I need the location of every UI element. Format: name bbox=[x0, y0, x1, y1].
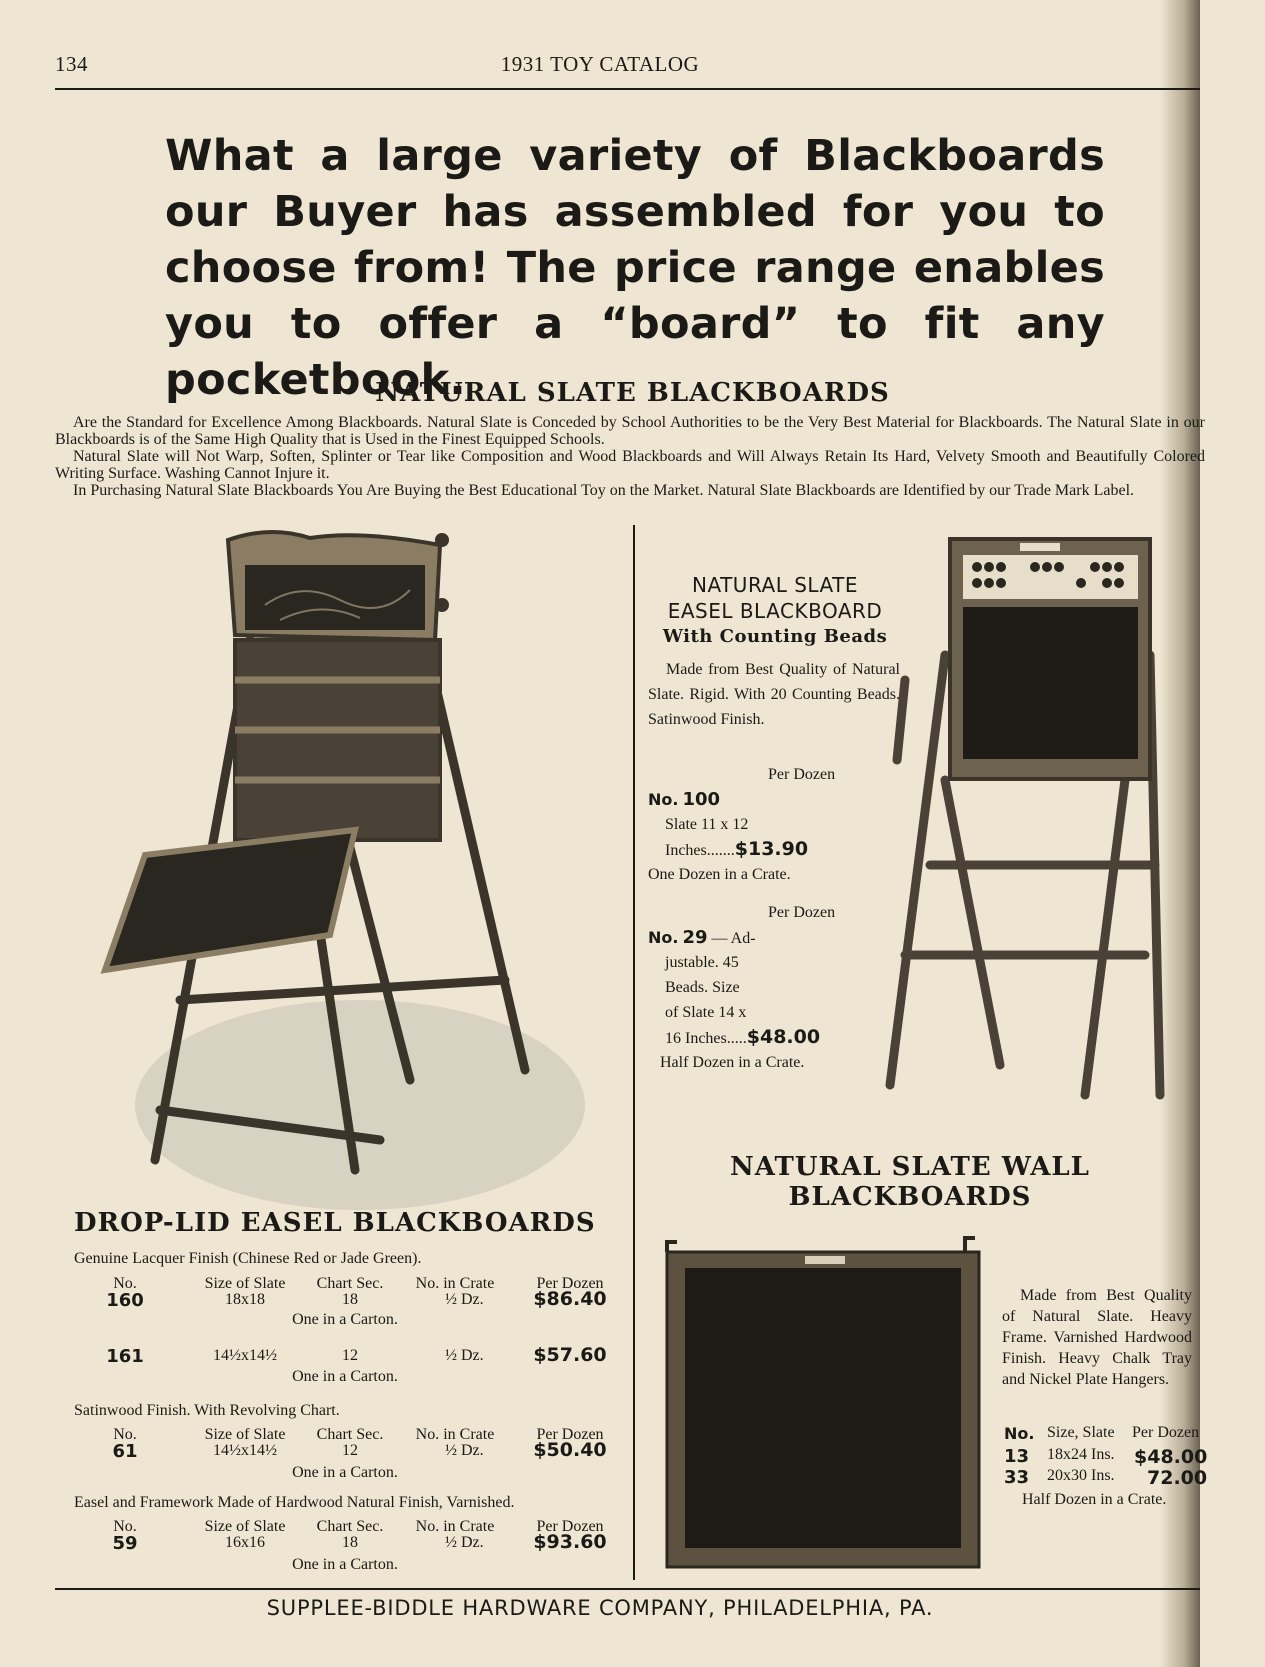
item-29 bbox=[648, 925, 756, 951]
table-row bbox=[105, 1275, 615, 1335]
table-row bbox=[1002, 1424, 1202, 1446]
chart-sections: 12 bbox=[342, 1442, 358, 1459]
table-row bbox=[1002, 1446, 1208, 1468]
bead-easel-illustration bbox=[885, 535, 1165, 1095]
wall-description: Made from Best Quality of Natural Slate. Heavy Frame. Varnished Hardwood Finish. Heavy Chalk Tray and Nickel Plate Hangers. bbox=[1002, 1287, 1192, 1388]
slate-size: 14½x14½ bbox=[213, 1442, 277, 1459]
col-price-header: Per Dozen bbox=[536, 1426, 604, 1443]
item-desc: of Slate 14 x bbox=[665, 1004, 747, 1021]
col-chart-header: Chart Sec. bbox=[316, 1518, 384, 1535]
col-crate-header: No. in Crate bbox=[415, 1518, 495, 1535]
packing-note: One Dozen in a Crate. bbox=[648, 866, 791, 883]
packing-note: Half Dozen in a Crate. bbox=[1022, 1491, 1167, 1508]
col-size-header: Size of Slate bbox=[204, 1275, 286, 1292]
col-no-header: No. bbox=[113, 1275, 137, 1292]
price: $57.60 bbox=[533, 1344, 607, 1366]
slate-size: 18x24 Ins. bbox=[1047, 1446, 1115, 1463]
catalog-title: 1931 TOY CATALOG bbox=[500, 52, 700, 76]
slate-size: 20x30 Ins. bbox=[1047, 1467, 1115, 1484]
chart-sections: 18 bbox=[342, 1291, 358, 1308]
intro-paragraph: Are the Standard for Excellence Among Blackboards. Natural Slate is Conceded by School Authorities to be the Very Best Material for Blackboards. The Natural Slate in our Blackboards is of the Same High Quality that is Used in the Finest Equipped Schools. bbox=[55, 414, 1205, 448]
finish-lacquer: Genuine Lacquer Finish (Chinese Red or Jade Green). bbox=[74, 1250, 422, 1267]
packing-note: One in a Carton. bbox=[292, 1368, 398, 1385]
col-crate-header: No. in Crate bbox=[415, 1275, 495, 1292]
col-crate-header: No. in Crate bbox=[415, 1426, 495, 1443]
title-line: With Counting Beads bbox=[662, 626, 888, 647]
item-100 bbox=[648, 787, 720, 813]
wall-blackboard-illustration bbox=[665, 1232, 985, 1572]
item-number: 160 bbox=[106, 1290, 144, 1311]
item-number: 161 bbox=[106, 1346, 144, 1367]
col-size-header: Size of Slate bbox=[204, 1426, 286, 1443]
packing-note: One in a Carton. bbox=[292, 1311, 398, 1328]
column-divider bbox=[633, 525, 635, 1580]
col-no-header: No. bbox=[113, 1426, 137, 1443]
natural-slate-intro bbox=[55, 414, 1205, 499]
footer-company: SUPPLEE-BIDDLE HARDWARE COMPANY, PHILADELPHIA, PA. bbox=[266, 1596, 934, 1620]
chart-sections: 12 bbox=[342, 1347, 358, 1364]
item-number: 29 bbox=[682, 927, 708, 948]
per-dozen-label: Per Dozen bbox=[768, 766, 836, 783]
col-price-header: Per Dozen bbox=[536, 1275, 604, 1292]
header-rule bbox=[55, 88, 1200, 90]
price: $86.40 bbox=[533, 1288, 607, 1310]
price: $50.40 bbox=[533, 1439, 607, 1461]
packing-note: One in a Carton. bbox=[292, 1556, 398, 1573]
col-price-header: Per Dozen bbox=[1132, 1424, 1200, 1441]
no-label: No. bbox=[648, 790, 679, 809]
item-number: 61 bbox=[112, 1441, 138, 1462]
crate-count: ½ Dz. bbox=[445, 1291, 484, 1308]
crate-count: ½ Dz. bbox=[445, 1442, 484, 1459]
table-row bbox=[105, 1346, 615, 1391]
slate-size: 14½x14½ bbox=[213, 1347, 277, 1364]
col-chart-header: Chart Sec. bbox=[316, 1275, 384, 1292]
col-no-header: No. bbox=[113, 1518, 137, 1535]
col-size-header: Size, Slate bbox=[1047, 1424, 1115, 1441]
finish-hardwood: Easel and Framework Made of Hardwood Natural Finish, Varnished. bbox=[74, 1494, 515, 1511]
natural-slate-title: NATURAL SLATE BLACKBOARDS bbox=[375, 378, 890, 408]
packing-note: Half Dozen in a Crate. bbox=[660, 1054, 805, 1071]
table-row bbox=[105, 1518, 615, 1578]
wall-table bbox=[1002, 1424, 1208, 1509]
item-number: 33 bbox=[1004, 1467, 1030, 1488]
col-no-header: No. bbox=[1004, 1424, 1035, 1443]
title-line: NATURAL SLATE WALL bbox=[730, 1152, 1090, 1182]
page-number: 134 bbox=[55, 52, 88, 76]
crate-count: ½ Dz. bbox=[445, 1347, 484, 1364]
title-line: EASEL BLACKBOARD bbox=[667, 599, 883, 623]
intro-paragraph: In Purchasing Natural Slate Blackboards You Are Buying the Best Educational Toy on the Market. Natural Slate Blackboards are Identified by our Trade Mark Label. bbox=[73, 482, 1135, 499]
finish-satinwood: Satinwood Finish. With Revolving Chart. bbox=[74, 1402, 340, 1419]
item-number: 59 bbox=[112, 1533, 138, 1554]
item-number: 13 bbox=[1004, 1446, 1030, 1467]
table-row bbox=[1002, 1467, 1208, 1491]
chart-sections: 18 bbox=[342, 1534, 358, 1551]
item-desc: justable. 45 bbox=[665, 954, 739, 971]
page-edge-shadow bbox=[1160, 0, 1200, 1667]
table-row bbox=[105, 1426, 615, 1486]
item-desc: Slate 11 x 12 bbox=[665, 816, 749, 833]
item-desc: Beads. Size bbox=[665, 979, 740, 996]
price: $48.00 bbox=[1134, 1446, 1208, 1468]
headline: What a large variety of Blackboards our Buyer has assembled for you to choose from! The price range enables you to offer a “board” to fit any pocketbook. bbox=[165, 131, 1105, 405]
col-size-header: Size of Slate bbox=[204, 1518, 286, 1535]
packing-note: One in a Carton. bbox=[292, 1464, 398, 1481]
intro-paragraph: Natural Slate will Not Warp, Soften, Splinter or Tear like Composition and Wood Blackboards and Will Always Retain Its Hard, Velvety Smooth and Beautifully Colored Writing Surface. Washing Cannot Injure it. bbox=[55, 448, 1205, 482]
price: $93.60 bbox=[533, 1531, 607, 1553]
item-desc-price bbox=[665, 1025, 820, 1051]
easel-beads-description: Made from Best Quality of Natural Slate. Rigid. With 20 Counting Beads. Satinwood Finish. bbox=[648, 661, 900, 728]
footer-rule bbox=[55, 1588, 1200, 1590]
slate-size: 16x16 bbox=[225, 1534, 265, 1551]
price: $48.00 bbox=[746, 1026, 821, 1048]
item-number: 100 bbox=[682, 789, 721, 810]
wall-blackboards-title bbox=[640, 1152, 1180, 1212]
title-line: NATURAL SLATE bbox=[692, 573, 858, 597]
item-desc-price bbox=[665, 837, 808, 863]
drop-lid-title: DROP-LID EASEL BLACKBOARDS bbox=[74, 1208, 596, 1238]
item-desc: 16 Inches..... bbox=[665, 1030, 747, 1047]
no-label: No. bbox=[648, 928, 679, 947]
item-desc: — Ad- bbox=[711, 930, 756, 947]
price: 72.00 bbox=[1147, 1467, 1208, 1489]
easel-beads-title bbox=[645, 572, 905, 650]
col-chart-header: Chart Sec. bbox=[316, 1426, 384, 1443]
title-line: BLACKBOARDS bbox=[788, 1182, 1032, 1212]
per-dozen-label: Per Dozen bbox=[768, 904, 836, 921]
price: $13.90 bbox=[734, 838, 809, 860]
col-price-header: Per Dozen bbox=[536, 1518, 604, 1535]
slate-size: 18x18 bbox=[225, 1291, 265, 1308]
drop-lid-easel-illustration bbox=[100, 530, 620, 1200]
crate-count: ½ Dz. bbox=[445, 1534, 484, 1551]
item-desc: Inches....... bbox=[665, 842, 735, 859]
